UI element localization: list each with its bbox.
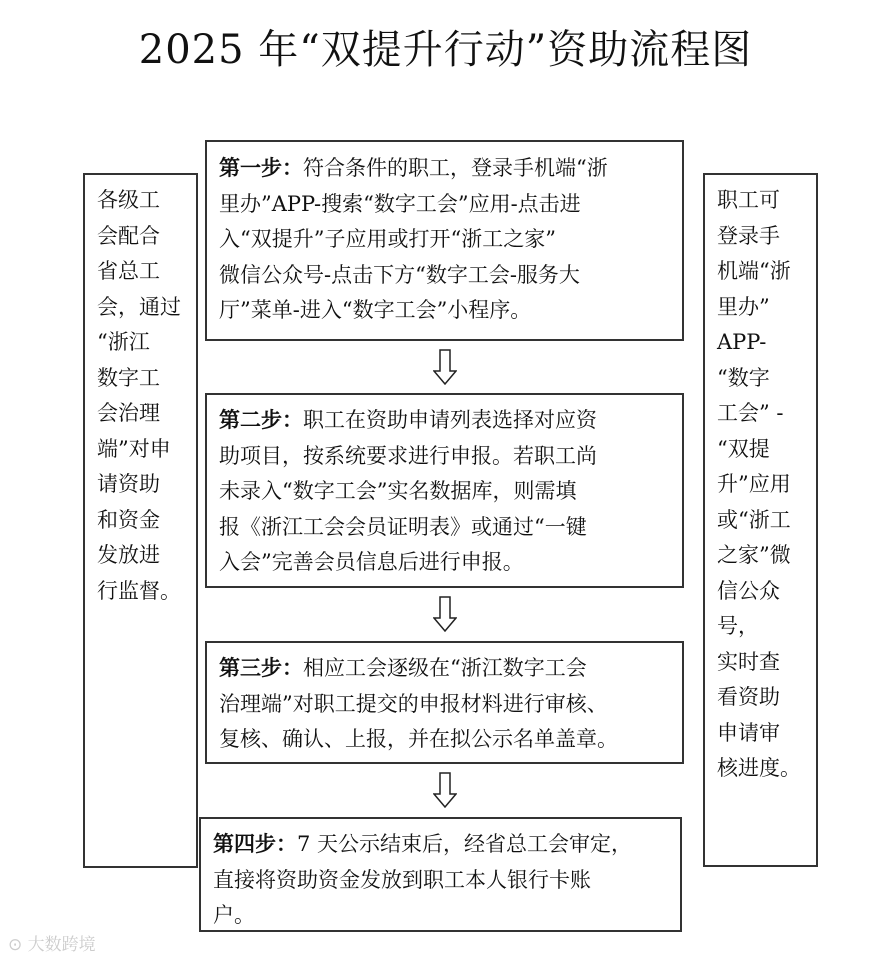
left-box-line: 请资助 bbox=[97, 472, 160, 496]
left-box-line: 会配合 bbox=[97, 223, 160, 248]
step-text-line bbox=[201, 863, 680, 899]
step-text: 符合条件的职工，登录手机端“浙 bbox=[303, 156, 608, 180]
right-box-line: 号， bbox=[717, 614, 759, 638]
watermark-logo bbox=[8, 930, 96, 955]
step-text-line bbox=[207, 439, 682, 475]
right-box-line: 机端“浙 bbox=[717, 259, 791, 283]
step-text-line bbox=[207, 187, 682, 223]
step-text-line bbox=[201, 826, 680, 863]
left-box-line: 和资金 bbox=[97, 507, 160, 532]
step-text-line bbox=[207, 510, 682, 546]
step-label: 第二步： bbox=[219, 407, 303, 432]
step-2-box bbox=[205, 393, 684, 588]
step-text-line bbox=[207, 545, 682, 581]
right-box-line: 核进度。 bbox=[717, 756, 801, 780]
step-text: 微信公众号-点击下方“数字工会-服务大 bbox=[219, 262, 580, 287]
right-box-line: 或“浙工 bbox=[717, 507, 791, 532]
step-text: 入“双提升”子应用或打开“浙工之家” bbox=[219, 227, 556, 251]
step-text-line bbox=[207, 258, 682, 294]
watermark-icon: ⊙ bbox=[8, 935, 28, 955]
step-text-line bbox=[207, 474, 682, 510]
step-text: 户。 bbox=[213, 903, 255, 927]
watermark-text: 大数跨境 bbox=[27, 935, 96, 955]
step-text-line bbox=[201, 898, 680, 934]
step-label: 第三步： bbox=[219, 655, 303, 680]
right-box-line: 里办” bbox=[717, 294, 770, 319]
step-text: 入会”完善会员信息后进行申报。 bbox=[219, 550, 524, 574]
down-arrow-icon bbox=[433, 596, 457, 632]
page-title: 2025 年“双提升行动”资助流程图 bbox=[138, 27, 753, 73]
step-text: 7 天公示结束后，经省总工会审定， bbox=[297, 832, 633, 856]
step-text-line bbox=[207, 650, 682, 687]
left-box-line: 会治理 bbox=[97, 401, 160, 425]
left-box-line: 行监督。 bbox=[97, 578, 181, 603]
right-box-line: 职工可 bbox=[717, 188, 780, 212]
step-text: 厅”菜单-进入“数字工会”小程序。 bbox=[219, 298, 532, 322]
left-box-line: 各级工 bbox=[97, 188, 160, 212]
left-box-line: 省总工 bbox=[97, 259, 160, 283]
step-text-line bbox=[207, 687, 682, 723]
step-text: 里办”APP-搜索“数字工会”应用-点击进 bbox=[219, 191, 581, 216]
right-box-line: “双提 bbox=[717, 436, 770, 461]
step-label: 第四步： bbox=[213, 831, 297, 856]
left-box-line: 发放进 bbox=[97, 543, 160, 567]
right-box-line: 工会” - bbox=[717, 401, 784, 425]
step-text-line bbox=[207, 222, 682, 258]
right-box-line: 升”应用 bbox=[717, 472, 791, 496]
right-box-line: APP- bbox=[717, 330, 767, 354]
left-box-line: 数字工 bbox=[97, 365, 160, 390]
step-text-line bbox=[207, 150, 682, 187]
down-arrow-icon bbox=[433, 772, 457, 808]
step-text: 职工在资助申请列表选择对应资 bbox=[303, 408, 597, 432]
left-supervision-box bbox=[83, 173, 198, 868]
step-text: 相应工会逐级在“浙江数字工会 bbox=[303, 656, 587, 680]
right-box-line: 之家”微 bbox=[717, 543, 791, 567]
right-box-line: 登录手 bbox=[717, 223, 780, 248]
step-4-box bbox=[199, 817, 682, 932]
step-text: 治理端”对职工提交的申报材料进行审核、 bbox=[219, 691, 608, 716]
left-box-line: 会，通过 bbox=[97, 294, 181, 319]
step-label: 第一步： bbox=[219, 155, 303, 180]
right-box-line: 信公众 bbox=[717, 578, 780, 603]
right-box-line: 看资助 bbox=[717, 685, 780, 709]
right-box-line: “数字 bbox=[717, 365, 770, 390]
left-box-line: 端”对申 bbox=[97, 436, 171, 461]
right-box-line: 实时查 bbox=[717, 649, 780, 674]
right-box-line: 申请审 bbox=[717, 720, 780, 745]
step-text: 复核、确认、上报，并在拟公示名单盖章。 bbox=[219, 727, 618, 751]
down-arrow-icon bbox=[433, 349, 457, 385]
left-box-line: “浙江 bbox=[97, 330, 150, 354]
step-3-box bbox=[205, 641, 684, 764]
step-text-line bbox=[207, 402, 682, 439]
step-text-line bbox=[207, 722, 682, 758]
step-text-line bbox=[207, 293, 682, 329]
step-text: 助项目，按系统要求进行申报。若职工尚 bbox=[219, 443, 597, 468]
right-progress-box bbox=[703, 173, 818, 867]
step-text: 未录入“数字工会”实名数据库，则需填 bbox=[219, 479, 577, 503]
step-text: 报《浙江工会会员证明表》或通过“一键 bbox=[219, 514, 587, 539]
step-text: 直接将资助资金发放到职工本人银行卡账 bbox=[213, 867, 591, 892]
step-1-box bbox=[205, 140, 684, 341]
